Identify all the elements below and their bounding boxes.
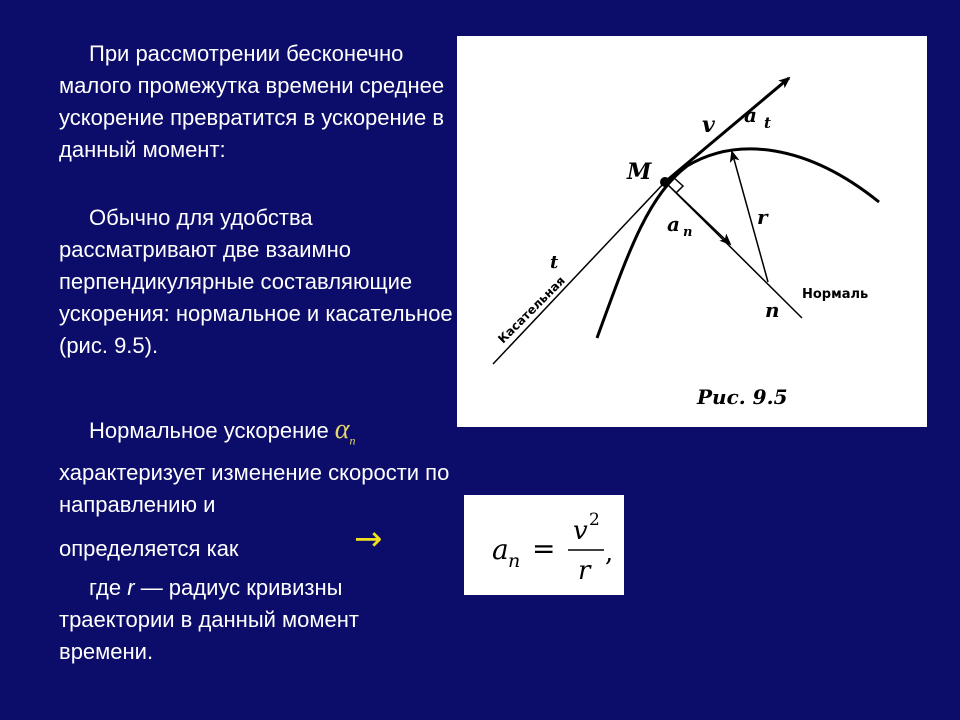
alpha-symbol: α xyxy=(334,414,350,445)
right-arrow-icon: → xyxy=(354,519,383,559)
formula-svg xyxy=(464,495,624,595)
formula-lhs-subscript: n xyxy=(508,550,521,572)
label-an: a xyxy=(667,212,680,236)
paragraph-text: где xyxy=(89,575,122,600)
label-t: t xyxy=(550,252,559,273)
paragraph-instant-acceleration xyxy=(59,38,459,166)
formula-numerator: v xyxy=(573,516,588,546)
formula-lhs: a xyxy=(492,533,509,566)
formula-equals: = xyxy=(532,532,556,565)
paragraph-normal-acceleration xyxy=(59,414,459,565)
alpha-subscript: n xyxy=(349,433,356,448)
label-an-subscript: n xyxy=(683,225,693,240)
tangent-line xyxy=(493,182,665,364)
label-at: a xyxy=(744,103,757,127)
paragraph-text: характеризует изменение скорости по направлению и xyxy=(59,459,450,517)
label-r: r xyxy=(757,205,768,229)
alpha-n-symbol xyxy=(334,414,356,448)
acceleration-diagram xyxy=(457,36,927,427)
paragraph-radius xyxy=(59,572,459,668)
formula-numerator-exponent: 2 xyxy=(589,510,600,530)
figure-9-5 xyxy=(457,36,927,427)
paragraph-text: При рассмотрении бесконечно малого промежутка времени среднее ускорение превратится в ускорение в данный момент: xyxy=(59,41,445,162)
label-tangent: Касательная xyxy=(495,273,568,347)
point-m xyxy=(660,177,670,187)
formula-denominator: r xyxy=(578,556,591,586)
label-at-subscript: t xyxy=(764,114,771,132)
paragraph-text: определяется как xyxy=(59,535,239,561)
label-normal: Нормаль xyxy=(802,287,869,302)
paragraph-text: Обычно для удобства рассматривают две взаимно перпендикулярные составляющие ускорения: нормальное и касательное (рис. 9.5). xyxy=(59,205,453,358)
paragraph-text: — радиус кривизны траектории в данный момент времени. xyxy=(59,575,359,664)
label-n: n xyxy=(765,298,780,322)
figure-caption: Рис. 9.5 xyxy=(697,385,788,409)
label-v: v xyxy=(702,112,715,138)
paragraph-components xyxy=(59,202,459,362)
paragraph-text: Нормальное ускорение xyxy=(89,418,329,443)
normal-acceleration-formula xyxy=(464,495,624,595)
formula-comma: , xyxy=(605,538,614,568)
label-m: M xyxy=(627,159,652,185)
r-variable: r xyxy=(127,575,135,600)
